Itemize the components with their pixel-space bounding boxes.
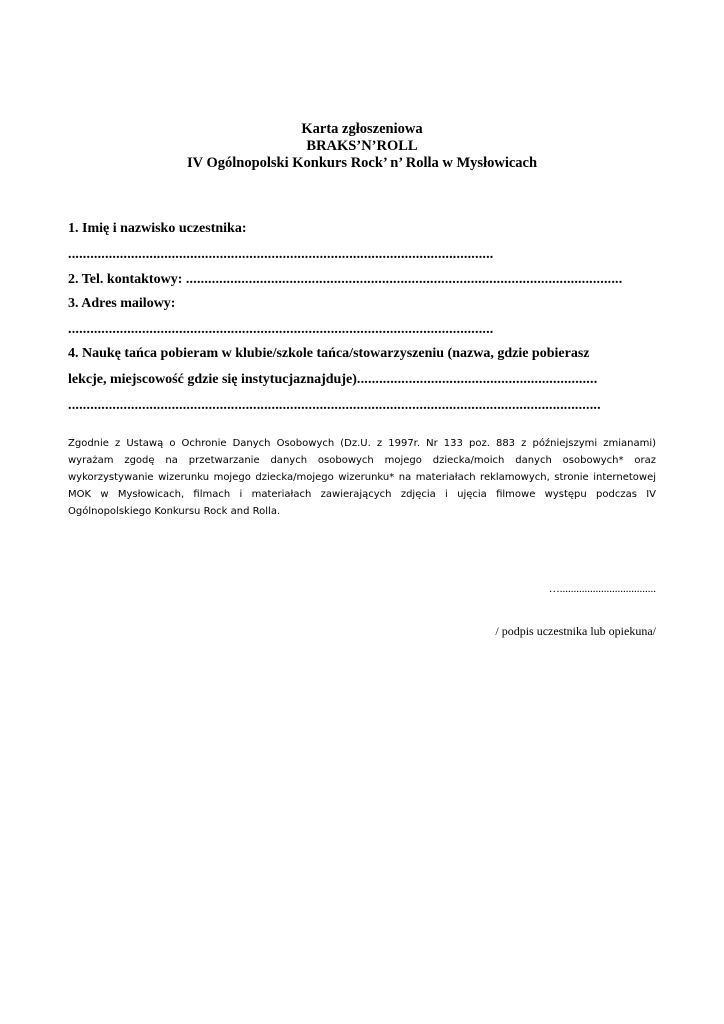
field-name-label: 1. Imię i nazwisko uczestnika:	[68, 221, 247, 236]
field-club-row	[68, 372, 597, 388]
data-consent-clause: Zgodnie z Ustawą o Ochronie Danych Osobowych (Dz.U. z 1997r. Nr 133 poz. 883 z późniejszymi zmianami) wyrażam zgodę na przetwarzanie danych osobowych mojego dziecka/moich danych osobowych* oraz wykorzystywanie wizerunku mojego dziecka/mojego wizerunku* na materiałach reklamowych, stronie internetowej MOK w Mysłowicach, filmach i materiałach zawierających zdjęcia i ujęcia filmowe występu podczas IV Ogólnopolskiego Konkursu Rock and Rolla.	[68, 438, 656, 517]
event-name: BRAKS’N’ROLL	[306, 138, 418, 154]
field-phone-label: 2. Tel. kontaktowy:	[68, 272, 186, 287]
field-email-input[interactable]: ...................................................................................................................	[68, 322, 494, 337]
event-subtitle: IV Ogólnopolski Konkurs Rock’ n’ Rolla w Mysłowicach	[186, 155, 538, 171]
field-club-input[interactable]: .................................................................	[356, 372, 598, 387]
field-phone-input[interactable]: ......................................................................................................................	[185, 272, 623, 287]
field-club-label-line2: lekcje, miejscowość gdzie się instytucjaznajduje)	[68, 372, 357, 387]
field-phone-row	[68, 272, 622, 288]
field-email-label: 3. Adres mailowy:	[68, 296, 176, 311]
field-name-input[interactable]: ...................................................................................................................	[68, 247, 494, 262]
field-club-input-continued[interactable]: ................................................................................................................................................	[68, 398, 601, 413]
signature-line[interactable]: …...................................	[548, 583, 656, 595]
document-title: Karta zgłoszeniowa	[301, 121, 423, 137]
signature-label: / podpis uczestnika lub opiekuna/	[495, 624, 656, 638]
document-header	[0, 121, 724, 172]
field-club-label-line1: 4. Naukę tańca pobieram w klubie/szkole tańca/stowarzyszeniu (nazwa, gdzie pobierasz	[68, 346, 590, 361]
